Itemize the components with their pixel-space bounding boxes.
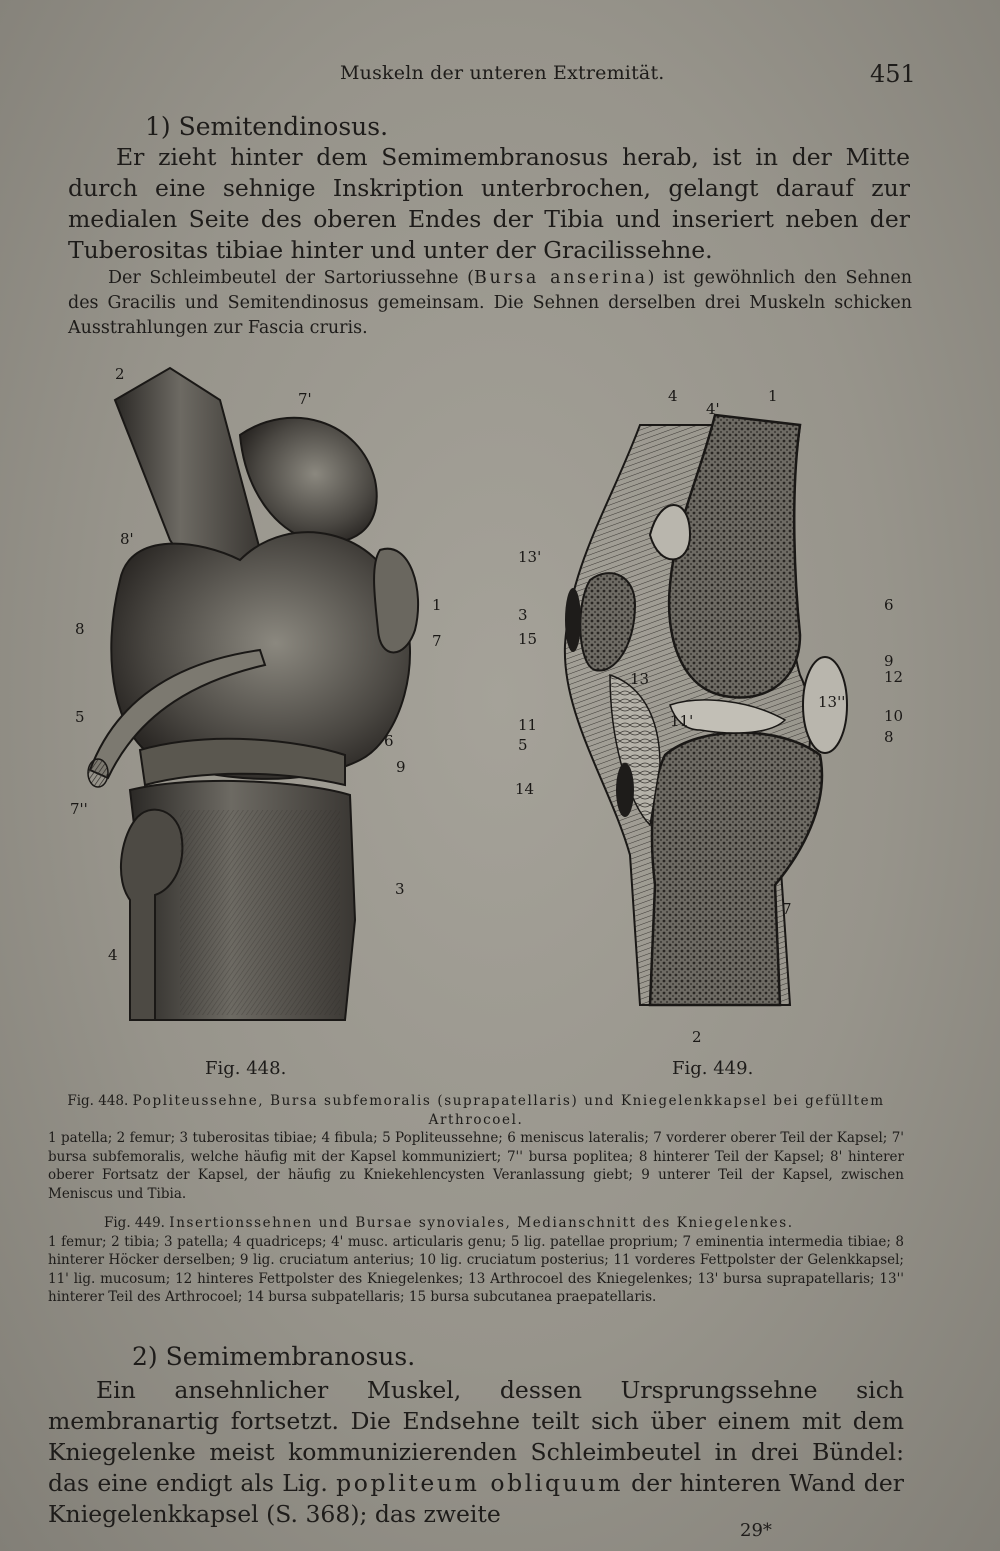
fig449-callout: 10 [884, 707, 904, 725]
caption-448-legend: 1 patella; 2 femur; 3 tuberositas tibiae; 4 fibula; 5 Popliteussehne; 6 meniscus lateralis; 7 vorderer oberer Teil der Kapsel; 7' bursa subfemoralis, welche häufig mit der Kapsel kommuniziert; 7'' bursa poplitea; 8 hinterer Teil der Kapsel; 8' hinterer oberer Fortsatz der Kapsel, der häufig zu Kniekehlencysten Veranlassung giebt; 9 unterer Teil der Kapsel, zwischen Meniscus und Tibia. [48, 1130, 904, 1202]
caption-449-legend: 1 femur; 2 tibia; 3 patella; 4 quadriceps; 4' musc. articularis genu; 5 lig. patellae proprium; 7 eminentia intermedia tibiae; 8 hinterer Höcker derselben; 9 lig. cruciatum anterius; 10 lig. cruciatum posterius; 11 vorderes Fettpolster der Gelenkkapsel; 11' lig. mucosum; 12 hinteres Fettpolster des Kniegelenkes; 13 Arthrocoel des Kniegelenkes; 13' bursa suprapatellaris; 13'' hinterer Teil des Arthrocoel; 14 bursa subpatellaris; 15 bursa subcutanea praepatellaris. [48, 1233, 904, 1305]
caption-448-title: Popliteussehne, Bursa subfemoralis (suprapatellaris) und Kniegelenkkapsel bei gefülltem Arthrocoel. [132, 1093, 885, 1128]
caption-449-heading [48, 1214, 904, 1233]
fig449-callout: 11 [518, 716, 538, 734]
fig448-callout: 8 [75, 620, 85, 638]
fig449-callout: 4 [668, 387, 678, 405]
caption-fig-448 [48, 1092, 904, 1203]
fig448-callout: 1 [432, 596, 442, 614]
fig448-callout: 9 [396, 758, 406, 776]
caption-449-prefix: Fig. 449. [104, 1215, 170, 1231]
fig449-callout: 15 [518, 630, 538, 648]
figure-448-label: Fig. 448. [205, 1058, 287, 1079]
fig449-callout: 8 [884, 728, 894, 746]
page-number: 451 [870, 60, 916, 88]
fig448-callout: 7 [432, 632, 442, 650]
fig449-callout: 12 [884, 668, 904, 686]
fig448-callout: 5 [75, 708, 85, 726]
fig449-callout: 9 [884, 652, 894, 670]
paragraph-semitendinosus: Er zieht hinter dem Semimembranosus herab, ist in der Mitte durch eine sehnige Inskription unterbrochen, gelangt darauf zur medialen Seite des oberen Endes der Tibia und inseriert neben der Tuberositas tibiae hinter und unter der Gracilissehne. [68, 143, 910, 264]
fig449-callout: 4' [706, 400, 720, 418]
fig449-callout: 14 [515, 780, 535, 798]
figure-448-knee-illustration [60, 360, 460, 1040]
caption-449-title: Insertionssehnen und Bursae synoviales, Medianschnitt des Kniegelenkes. [169, 1215, 794, 1231]
note-text-after: ) ist gewöhnlich den Sehnen des Gracilis und Semitendinosus gemeinsam. Die Sehnen derselben drei Muskeln schicken Ausstrahlungen zur Fascia cruris. [68, 268, 912, 338]
fig449-callout: 7 [782, 900, 792, 918]
section-heading-semitendinosus: 1) Semitendinosus. [145, 112, 389, 141]
fig449-callout: 2 [692, 1028, 702, 1046]
fig448-callout: 6 [384, 732, 394, 750]
fig449-callout: 1 [768, 387, 778, 405]
fig448-callout: 3 [395, 880, 405, 898]
paragraph-semimembranosus [48, 1375, 904, 1530]
signature-mark: 29* [740, 1520, 772, 1541]
fig448-callout: 4 [108, 946, 118, 964]
note-term: Bursa anserina [473, 268, 648, 288]
fig449-callout: 13'' [818, 693, 846, 711]
figure-449-label: Fig. 449. [672, 1058, 754, 1079]
fig449-callout: 3 [518, 606, 528, 624]
caption-fig-449 [48, 1214, 904, 1307]
note-text-before: Der Schleimbeutel der Sartoriussehne ( [108, 268, 474, 288]
caption-448-prefix: Fig. 448. [67, 1093, 133, 1109]
fig448-callout: 7'' [70, 800, 88, 818]
fig448-callout: 8' [120, 530, 134, 548]
paragraph-text-before: Ein ansehnlicher Muskel, dessen Ursprungssehne sich membranartig fortsetzt. Die Endsehne teilt sich über einem mit dem Kniegelenke meist kommunizierenden Schleimbeutel in drei Bündel: das eine endigt als Lig. [48, 1376, 904, 1497]
fig449-callout: 6 [884, 596, 894, 614]
fig449-callout: 13 [630, 670, 650, 688]
fig448-callout: 7' [298, 390, 312, 408]
figure-449-section-illustration [500, 385, 920, 1025]
caption-448-heading [48, 1092, 904, 1129]
section-heading-semimembranosus: 2) Semimembranosus. [132, 1342, 416, 1371]
fig449-callout: 5 [518, 736, 528, 754]
note-bursa-anserina [68, 266, 912, 341]
fig449-callout: 11' [670, 712, 694, 730]
fig448-callout: 2 [115, 365, 125, 383]
running-head: Muskeln der unteren Extremität. [340, 62, 665, 84]
paragraph-text-after: der hinteren Wand der Kniegelenkkapsel (S. 368); das zweite [48, 1469, 904, 1528]
paragraph-term: popliteum obliquum [336, 1469, 623, 1497]
fig449-callout: 13' [518, 548, 542, 566]
